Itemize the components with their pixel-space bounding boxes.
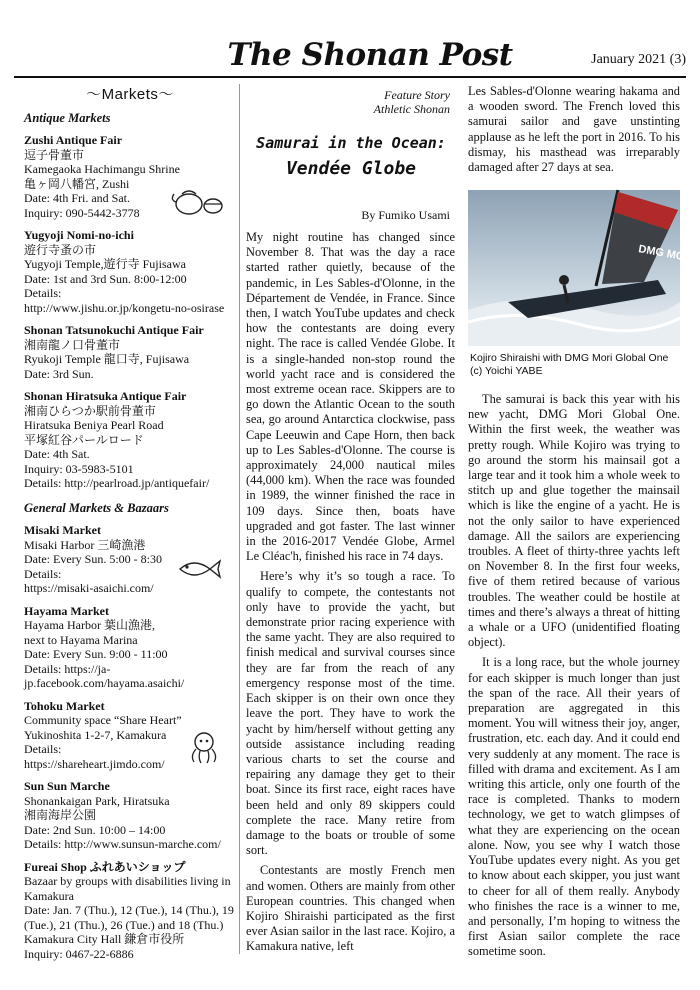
caption-line-2: (c) Yoichi YABE [470, 365, 543, 377]
market-entry [24, 604, 236, 691]
market-detail: Date: Every Sun. 5:00 - 8:30 [24, 552, 162, 566]
market-entry [24, 860, 236, 962]
market-detail: Hiratsuka Beniya Pearl Road [24, 418, 164, 432]
issue-date: January 2021 (3) [591, 52, 686, 67]
market-entry [24, 389, 236, 491]
market-detail: next to Hayama Marina [24, 632, 138, 647]
article-paragraph: It is a long race, but the whole journey for each skipper is much longer than just the span of the race. All their years of preparation are aggregated in this moment. You will witness their joy, anger, frustration, etc. each day. And it could end very suddenly at any moment. The race is filled with drama and excitement. As I am writing this article, only one fourth of the race is completed. Thanks to modern technology, we get to watch glimpses of what they are experiencing on the ocean alone. Now, you see why I watch those YouTube updates every night. As you get to know about each skipper, you just want to cheer for all of them really. Anybody who finishes the race is a winner to me, and personally, I’m hoping to witness the first Asian sailor complete the race sometime soon. [468, 655, 680, 959]
market-detail: Inquiry: 090-5442-3778 [24, 205, 140, 220]
market-detail: Inquiry: 03-5983-5101 [24, 461, 134, 476]
market-detail: Date: Jan. 7 (Thu.), 12 (Tue.), 14 (Thu.), 19 (Tue.), 21 (Thu.), 26 (Tue.) and 18 (Thu.) [24, 903, 234, 932]
column-divider [239, 84, 240, 954]
market-detail: Kamakura City Hall 鎌倉市役所 [24, 932, 185, 946]
feature-story-label: Feature Story [384, 88, 450, 102]
market-detail: 亀ヶ岡八幡宮, Zushi [24, 176, 130, 191]
antique-markets-heading: Antique Markets [24, 110, 111, 125]
market-detail: Date: 1st and 3rd Sun. 8:00-12:00 [24, 271, 187, 286]
market-entry [24, 228, 236, 315]
article-paragraph: Here’s why it’s so tough a race. To qualify to compete, the contestants not only have to provide the yacht, but demonstrate prior racing experience with the same yacht. They are also required to finish medical and survival courses since they are far from the reach of any emergency response most of the time. Each skipper is on their own once they leave the port. They have to work the yacht by him/herself without getting any outside assistance including reading various charts to set the course and repairing any damage they get to their boat. Since its first race, eight races have been held and only 89 skippers could complete the race. Many retire from damage to the boats or trouble of some sort. [246, 569, 455, 858]
market-detail: https://misaki-asaichi.com/ [24, 581, 154, 595]
sail-text: DMG MORI [637, 243, 697, 265]
market-entry [24, 323, 236, 381]
market-detail: 湘南海岸公園 [24, 808, 97, 822]
market-name: Shonan Hiratsuka Antique Fair [24, 389, 187, 403]
yacht-photo [468, 190, 697, 346]
feature-label [250, 88, 450, 116]
market-detail: 平塚紅谷パールロード [24, 432, 144, 447]
headline-line-1: Samurai in the Ocean: [256, 134, 446, 152]
article-paragraph: Les Sables-d'Olonne wearing hakama and a wooden sword. The French loved this samurai sailor and gave unstinting applause as he left the port in 2016. To his dismay, his masthead was irreparably damaged after 27 days at sea. [468, 84, 680, 175]
fish-icon [176, 555, 222, 583]
market-name: Hayama Market [24, 603, 109, 618]
market-detail: Date: 4th Fri. and Sat. [24, 191, 130, 205]
market-name: Zushi Antique Fair [24, 133, 123, 147]
markets-title: ～Markets～ [86, 86, 174, 103]
byline: By Fumiko Usami [361, 208, 450, 222]
teapot-icon [172, 182, 224, 218]
market-detail: Details: http://www.sunsun-marche.com/ [24, 837, 221, 851]
market-detail: http://www.jishu.or.jp/kongetu-no-osirase [24, 300, 225, 315]
article-paragraph: My night routine has changed since November 8. That was the day a race started rather quietly, because of the pandemic, in Les Sables-d'Olonne, in the Département de Vendée, in France. Since then, I watch YouTube updates and check how the contestants are doing every night. The race is called Vendée Globe. It is a single-handed non-stop round the world yacht race and is considered the most extreme ocean race. Skippers are to go down the Atlantic Ocean to the south sea, go around Antarctica clockwise, pass Cape Leeuwin and Cape Horn, then back up to Les Sables-d'Olonne. The course is approximately 24,000 nautical miles (44,000 km). When the race was founded in 1989, the winner finished the race in 109 days. Since then, boats have upgraded and got faster. The last winner in the 2016-2017 Vendée Globe, Armel Le Cléac'h, finished his race in 74 days. [246, 230, 455, 564]
market-detail: Details: [24, 286, 62, 300]
market-detail: Yugyoji Temple,遊行寺 Fujisawa [24, 257, 186, 271]
headline-line-2: Vendée Globe [285, 158, 417, 179]
market-name: Misaki Market [24, 523, 101, 537]
market-detail: 湘南龍ノ口骨董市 [24, 337, 121, 352]
market-detail: Details: http://pearlroad.jp/antiquefair/ [24, 476, 210, 490]
market-detail: Details: [24, 566, 62, 581]
market-detail: Community space “Share Heart” [24, 713, 182, 727]
market-name: Tohoku Market [24, 698, 105, 713]
section-label: Athletic Shonan [373, 102, 450, 116]
photo-caption [470, 352, 682, 378]
caption-line-1: Kojiro Shiraishi with DMG Mori Global One [470, 352, 669, 364]
market-detail: Date: 4th Sat. [24, 447, 90, 461]
market-detail: 湘南ひらつか駅前骨董市 [24, 403, 156, 418]
newspaper-title: The Shonan Post [227, 37, 513, 73]
market-detail: Bazaar by groups with disabilities living in Kamakura [24, 874, 231, 903]
market-detail: Yukinoshita 1-2-7, Kamakura [24, 727, 167, 742]
article-headline [246, 130, 456, 182]
market-name: Yugyoji Nomi-no-ichi [24, 228, 134, 242]
masthead-rule [14, 76, 686, 78]
market-detail: 遊行寺蚤の市 [24, 242, 97, 257]
market-entry [24, 779, 236, 852]
yacht-illustration [468, 190, 697, 346]
market-detail: Details: [24, 742, 62, 756]
market-detail: Kamegaoka Hachimangu Shrine [24, 162, 180, 176]
market-detail: 逗子骨董市 [24, 147, 85, 162]
article-column-right-top [468, 84, 680, 180]
market-detail: Details: https://ja-jp.facebook.com/hayama.asaichi/ [24, 661, 185, 690]
market-detail: Inquiry: 0467-22-6886 [24, 946, 134, 961]
market-detail: https://shareheart.jimdo.com/ [24, 756, 165, 771]
article-paragraph: Contestants are mostly French men and women. Others are mainly from other European countries. This changed when Kojiro Shiraishi participated as the first ever Asian sailor in the last race. Kojiro, a Kamakura native, left [246, 863, 455, 954]
market-detail: Date: Every Sun. 9:00 - 11:00 [24, 647, 168, 661]
market-name: Sun Sun Marche [24, 779, 110, 793]
octopus-icon [186, 730, 222, 766]
article-column-center [246, 230, 455, 960]
market-name: Fureai Shop ふれあいショップ [24, 859, 186, 874]
market-detail: Date: 2nd Sun. 10:00 – 14:00 [24, 822, 166, 837]
market-detail: Shonankaigan Park, Hiratsuka [24, 793, 170, 808]
article-column-right [468, 392, 680, 965]
market-detail: Date: 3rd Sun. [24, 366, 94, 381]
market-detail: Ryukoji Temple 龍口寺, Fujisawa [24, 352, 190, 366]
market-name: Shonan Tatsunokuchi Antique Fair [24, 323, 204, 337]
article-paragraph: The samurai is back this year with his new yacht, DMG Mori Global One. Within the first week, the weather was pretty rough. While Kojiro was trying to go around the storm his mainsail got a large tear and it took him a whole week to stitch up and glue together the mainsail which is like the engine of a yacht. He is not the only sailor to have experienced damage. All the sailors are experiencing troubles. A fleet of thirty-three yachts left on November 8. In the first four weeks, five of them retired because of various troubles. The weather could be hostile at times and there’s always a threat of hitting a whale or a UFO (unidentified floating object). [468, 392, 680, 650]
market-detail: Misaki Harbor 三崎漁港 [24, 537, 146, 552]
general-markets-heading: General Markets & Bazaars [24, 500, 169, 515]
market-detail: Hayama Harbor 葉山漁港, [24, 618, 155, 632]
